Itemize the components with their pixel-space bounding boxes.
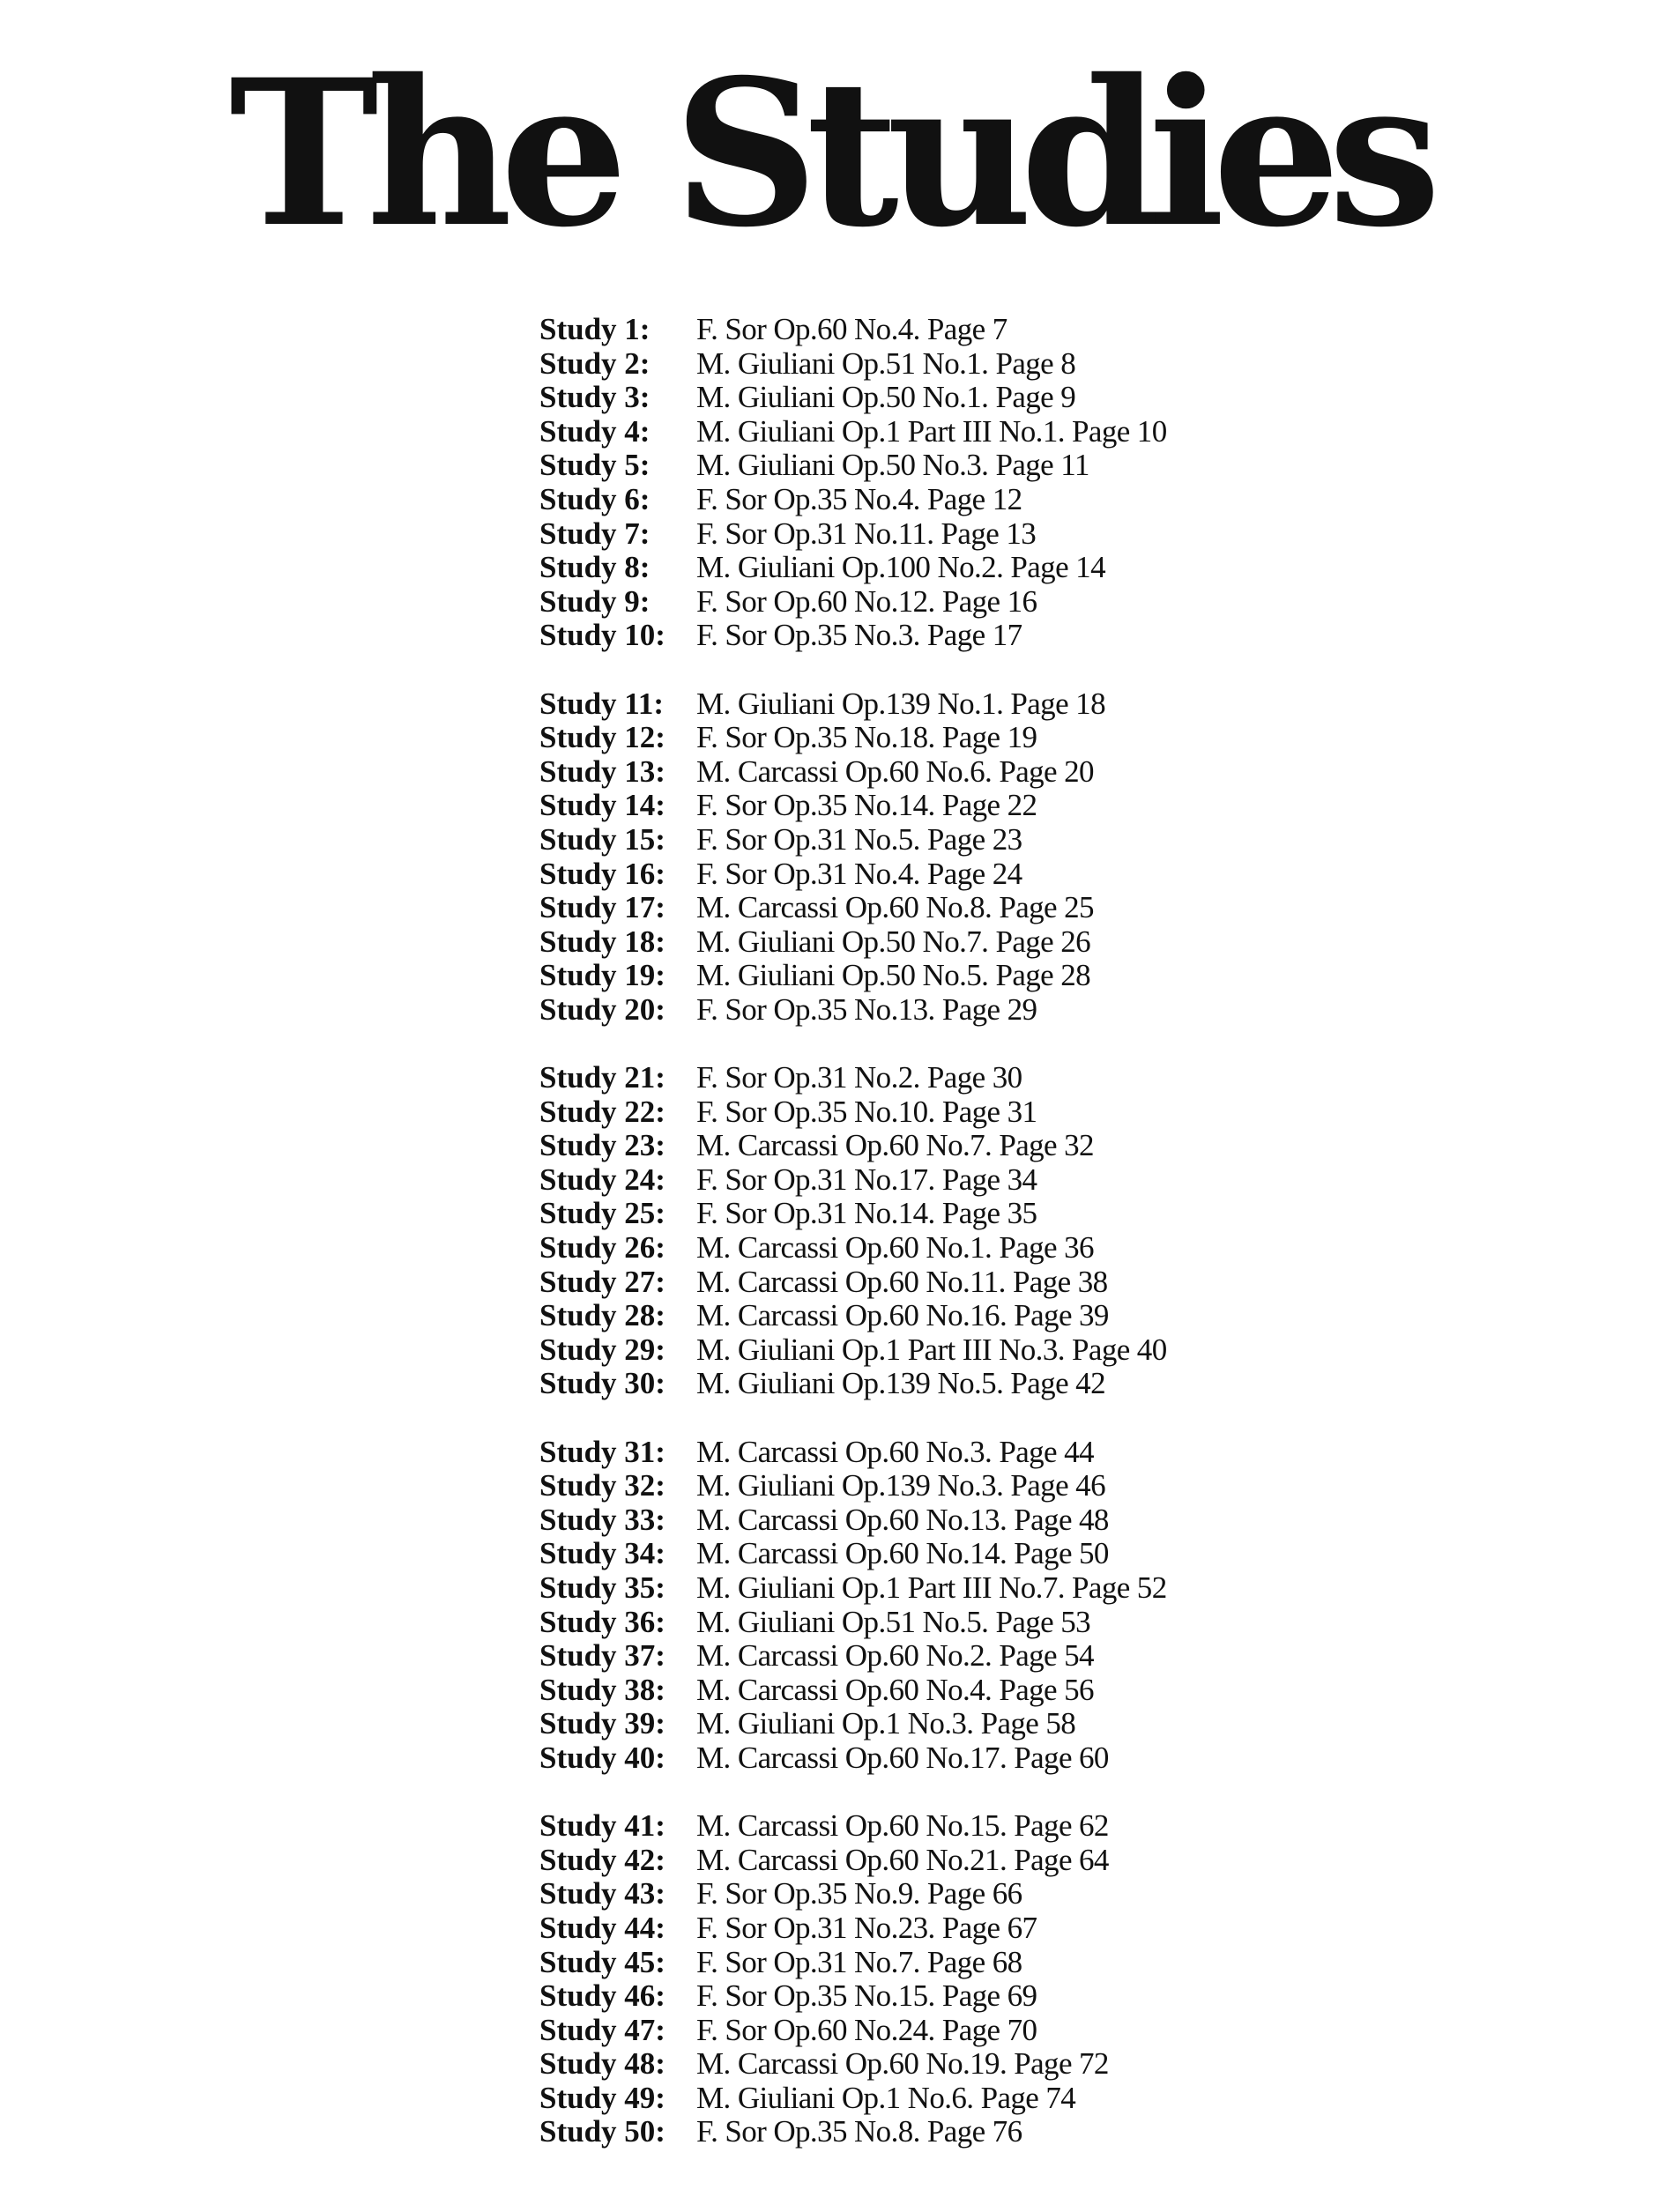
- study-entry: [539, 1163, 1509, 1198]
- study-source-and-page: M. Giuliani Op.1 No.6. Page 74: [696, 2080, 1076, 2115]
- study-entry: [539, 1367, 1509, 1401]
- study-entry: [539, 313, 1509, 347]
- study-group: [539, 1061, 1509, 1401]
- study-source-and-page: F. Sor Op.60 No.12. Page 16: [696, 583, 1037, 619]
- study-entry: [539, 1231, 1509, 1266]
- study-entry: [539, 789, 1509, 823]
- study-entry: [539, 381, 1509, 415]
- study-entry: [539, 1469, 1509, 1503]
- study-group: [539, 1809, 1509, 2149]
- study-source-and-page: M. Giuliani Op.1 Part III No.1. Page 10: [696, 413, 1167, 449]
- study-number-label: Study 34:: [539, 1536, 665, 1571]
- study-source-and-page: M. Carcassi Op.60 No.1. Page 36: [696, 1230, 1094, 1266]
- study-number-label: Study 31:: [539, 1434, 665, 1469]
- study-entry: [539, 1741, 1509, 1776]
- study-entry: [539, 585, 1509, 620]
- study-entry: [539, 1266, 1509, 1300]
- study-number-label: Study 29:: [539, 1332, 665, 1367]
- study-entry: [539, 1911, 1509, 1946]
- study-source-and-page: F. Sor Op.35 No.10. Page 31: [696, 1094, 1037, 1129]
- study-number-label: Study 19:: [539, 958, 665, 993]
- study-source-and-page: M. Giuliani Op.1 No.3. Page 58: [696, 1706, 1076, 1741]
- study-source-and-page: M. Giuliani Op.50 No.3. Page 11: [696, 448, 1089, 483]
- study-source-and-page: F. Sor Op.31 No.11. Page 13: [696, 516, 1037, 551]
- study-number-label: Study 46:: [539, 1978, 665, 2014]
- study-source-and-page: M. Carcassi Op.60 No.3. Page 44: [696, 1434, 1094, 1469]
- study-source-and-page: M. Carcassi Op.60 No.19. Page 72: [696, 2046, 1109, 2082]
- study-source-and-page: M. Carcassi Op.60 No.2. Page 54: [696, 1638, 1094, 1674]
- study-entry: [539, 2047, 1509, 2082]
- study-entry: [539, 1333, 1509, 1368]
- study-number-label: Study 7:: [539, 516, 651, 551]
- study-source-and-page: F. Sor Op.31 No.23. Page 67: [696, 1910, 1037, 1945]
- study-source-and-page: M. Carcassi Op.60 No.16. Page 39: [696, 1298, 1109, 1333]
- study-entry: [539, 1877, 1509, 1911]
- study-number-label: Study 16:: [539, 856, 665, 891]
- study-group: [539, 313, 1509, 653]
- study-number-label: Study 45:: [539, 1944, 665, 1979]
- study-number-label: Study 6:: [539, 481, 651, 516]
- study-source-and-page: M. Carcassi Op.60 No.14. Page 50: [696, 1536, 1109, 1571]
- study-number-label: Study 18:: [539, 924, 665, 959]
- study-number-label: Study 9:: [539, 583, 651, 619]
- study-source-and-page: F. Sor Op.35 No.3. Page 17: [696, 618, 1022, 653]
- study-number-label: Study 47:: [539, 2012, 665, 2047]
- study-entry: [539, 1436, 1509, 1470]
- study-number-label: Study 41:: [539, 1808, 665, 1844]
- study-source-and-page: F. Sor Op.35 No.18. Page 19: [696, 720, 1037, 755]
- study-entry: [539, 687, 1509, 722]
- study-source-and-page: M. Giuliani Op.1 Part III No.7. Page 52: [696, 1570, 1167, 1605]
- study-source-and-page: F. Sor Op.35 No.14. Page 22: [696, 788, 1037, 823]
- study-number-label: Study 1:: [539, 312, 651, 346]
- study-source-and-page: F. Sor Op.31 No.2. Page 30: [696, 1060, 1022, 1095]
- study-entry: [539, 449, 1509, 483]
- studies-contents-list: [539, 313, 1509, 2184]
- study-number-label: Study 37:: [539, 1638, 665, 1674]
- study-source-and-page: M. Carcassi Op.60 No.4. Page 56: [696, 1672, 1094, 1707]
- study-source-and-page: M. Giuliani Op.100 No.2. Page 14: [696, 550, 1105, 585]
- study-number-label: Study 50:: [539, 2114, 665, 2149]
- study-number-label: Study 12:: [539, 720, 665, 755]
- study-source-and-page: M. Carcassi Op.60 No.15. Page 62: [696, 1808, 1109, 1844]
- page-title: The Studies: [228, 35, 1430, 271]
- study-number-label: Study 10:: [539, 618, 665, 653]
- study-number-label: Study 32:: [539, 1468, 665, 1503]
- study-entry: [539, 619, 1509, 653]
- study-entry: [539, 1979, 1509, 2014]
- study-source-and-page: M. Giuliani Op.50 No.7. Page 26: [696, 924, 1091, 959]
- study-entry: [539, 1571, 1509, 1606]
- study-number-label: Study 14:: [539, 788, 665, 823]
- study-number-label: Study 36:: [539, 1604, 665, 1639]
- study-entry: [539, 347, 1509, 382]
- study-number-label: Study 15:: [539, 821, 665, 857]
- study-number-label: Study 43:: [539, 1876, 665, 1911]
- study-source-and-page: F. Sor Op.31 No.17. Page 34: [696, 1162, 1037, 1197]
- study-entry: [539, 755, 1509, 790]
- study-number-label: Study 38:: [539, 1672, 665, 1707]
- study-entry: [539, 925, 1509, 960]
- study-number-label: Study 17:: [539, 890, 665, 925]
- study-group: [539, 687, 1509, 1028]
- study-entry: [539, 1129, 1509, 1163]
- study-source-and-page: F. Sor Op.35 No.8. Page 76: [696, 2114, 1022, 2149]
- study-source-and-page: M. Carcassi Op.60 No.17. Page 60: [696, 1740, 1109, 1775]
- study-number-label: Study 33:: [539, 1502, 665, 1537]
- study-source-and-page: F. Sor Op.60 No.24. Page 70: [696, 2012, 1037, 2047]
- study-entry: [539, 415, 1509, 449]
- study-number-label: Study 49:: [539, 2080, 665, 2115]
- study-entry: [539, 1844, 1509, 1878]
- study-source-and-page: F. Sor Op.31 No.7. Page 68: [696, 1944, 1022, 1979]
- study-number-label: Study 44:: [539, 1910, 665, 1945]
- study-source-and-page: F. Sor Op.35 No.13. Page 29: [696, 991, 1037, 1027]
- study-entry: [539, 551, 1509, 585]
- study-source-and-page: M. Giuliani Op.139 No.3. Page 46: [696, 1468, 1105, 1503]
- study-number-label: Study 20:: [539, 991, 665, 1027]
- study-entry: [539, 993, 1509, 1028]
- study-entry: [539, 2115, 1509, 2149]
- study-number-label: Study 25:: [539, 1196, 665, 1231]
- study-entry: [539, 1503, 1509, 1538]
- study-source-and-page: F. Sor Op.60 No.4. Page 7: [696, 312, 1007, 346]
- study-entry: [539, 1299, 1509, 1333]
- study-entry: [539, 1095, 1509, 1130]
- study-entry: [539, 1606, 1509, 1640]
- study-entry: [539, 1674, 1509, 1708]
- study-source-and-page: M. Giuliani Op.1 Part III No.3. Page 40: [696, 1332, 1167, 1367]
- study-entry: [539, 857, 1509, 892]
- study-number-label: Study 3:: [539, 380, 651, 415]
- study-entry: [539, 1061, 1509, 1095]
- study-entry: [539, 891, 1509, 925]
- study-source-and-page: M. Carcassi Op.60 No.13. Page 48: [696, 1502, 1109, 1537]
- study-entry: [539, 721, 1509, 755]
- study-number-label: Study 42:: [539, 1842, 665, 1877]
- study-number-label: Study 39:: [539, 1706, 665, 1741]
- study-number-label: Study 11:: [539, 686, 665, 721]
- study-source-and-page: F. Sor Op.35 No.4. Page 12: [696, 481, 1022, 516]
- study-number-label: Study 22:: [539, 1094, 665, 1129]
- study-source-and-page: M. Giuliani Op.139 No.5. Page 42: [696, 1366, 1105, 1401]
- study-number-label: Study 48:: [539, 2046, 665, 2082]
- study-number-label: Study 2:: [539, 345, 651, 381]
- study-number-label: Study 24:: [539, 1162, 665, 1197]
- study-number-label: Study 5:: [539, 448, 651, 483]
- study-source-and-page: M. Carcassi Op.60 No.11. Page 38: [696, 1264, 1108, 1299]
- study-entry: [539, 1197, 1509, 1231]
- study-number-label: Study 30:: [539, 1366, 665, 1401]
- study-source-and-page: M. Carcassi Op.60 No.7. Page 32: [696, 1128, 1094, 1163]
- study-source-and-page: F. Sor Op.35 No.15. Page 69: [696, 1978, 1037, 2014]
- study-source-and-page: F. Sor Op.31 No.14. Page 35: [696, 1196, 1037, 1231]
- study-number-label: Study 23:: [539, 1128, 665, 1163]
- study-source-and-page: M. Giuliani Op.51 No.1. Page 8: [696, 345, 1076, 381]
- study-number-label: Study 27:: [539, 1264, 665, 1299]
- study-source-and-page: F. Sor Op.35 No.9. Page 66: [696, 1876, 1022, 1911]
- study-entry: [539, 959, 1509, 993]
- study-number-label: Study 35:: [539, 1570, 665, 1605]
- study-source-and-page: M. Giuliani Op.139 No.1. Page 18: [696, 686, 1105, 721]
- study-entry: [539, 517, 1509, 552]
- study-group: [539, 1436, 1509, 1776]
- study-number-label: Study 21:: [539, 1060, 665, 1095]
- study-entry: [539, 823, 1509, 857]
- study-number-label: Study 26:: [539, 1230, 665, 1266]
- study-number-label: Study 4:: [539, 413, 651, 449]
- study-entry: [539, 2014, 1509, 2048]
- study-entry: [539, 483, 1509, 517]
- study-source-and-page: F. Sor Op.31 No.4. Page 24: [696, 856, 1022, 891]
- study-entry: [539, 1537, 1509, 1571]
- study-source-and-page: F. Sor Op.31 No.5. Page 23: [696, 821, 1022, 857]
- study-source-and-page: M. Giuliani Op.50 No.5. Page 28: [696, 958, 1091, 993]
- study-source-and-page: M. Carcassi Op.60 No.8. Page 25: [696, 890, 1094, 925]
- study-entry: [539, 1639, 1509, 1674]
- study-entry: [539, 2082, 1509, 2116]
- study-source-and-page: M. Giuliani Op.51 No.5. Page 53: [696, 1604, 1091, 1639]
- study-number-label: Study 28:: [539, 1298, 665, 1333]
- study-entry: [539, 1946, 1509, 1980]
- study-source-and-page: M. Carcassi Op.60 No.6. Page 20: [696, 753, 1094, 789]
- study-number-label: Study 40:: [539, 1740, 665, 1775]
- study-number-label: Study 8:: [539, 550, 651, 585]
- study-source-and-page: M. Carcassi Op.60 No.21. Page 64: [696, 1842, 1109, 1877]
- study-source-and-page: M. Giuliani Op.50 No.1. Page 9: [696, 380, 1076, 415]
- study-number-label: Study 13:: [539, 753, 665, 789]
- study-entry: [539, 1809, 1509, 1844]
- study-entry: [539, 1707, 1509, 1741]
